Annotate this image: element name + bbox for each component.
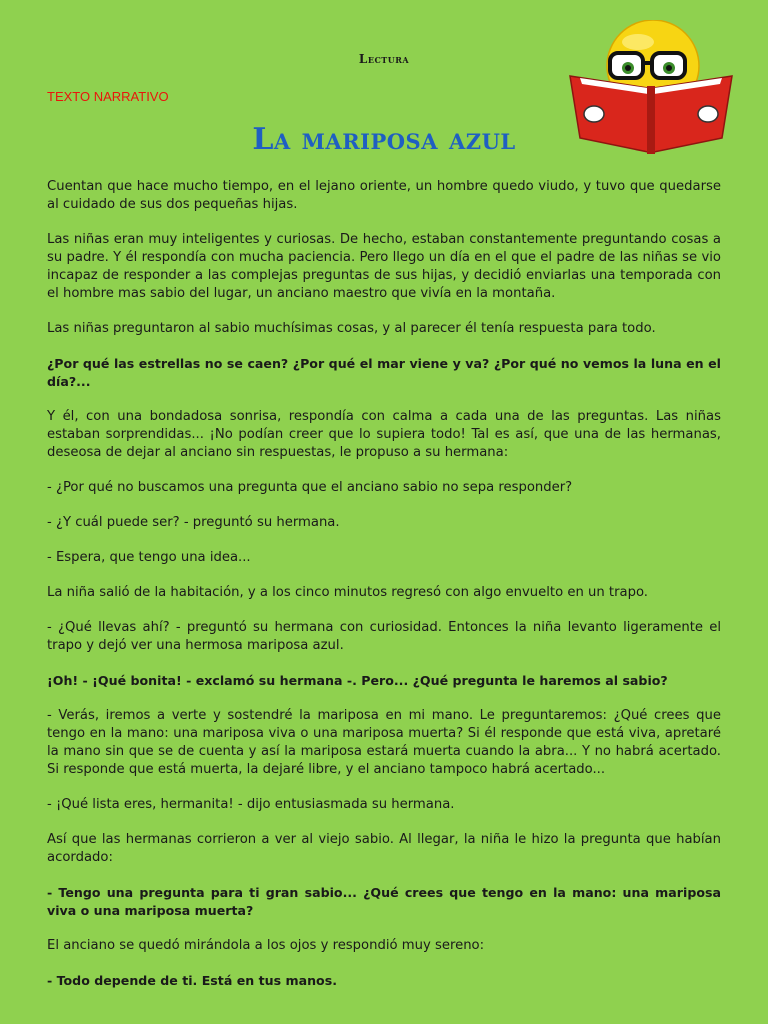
- paragraph-emphasis: - Todo depende de ti. Está en tus manos.: [47, 973, 337, 988]
- story-title: La mariposa azul: [252, 122, 516, 157]
- paragraph: - Verás, iremos a verte y sostendré la mariposa en mi mano. Le preguntaremos: ¿Qué crees que tengo en la mano: una mariposa viva o una mariposa muerta? Si él responde que está viva, apretaré la mano sin que se de cuenta y así la mariposa estará muerta cuando la abra... Y no habrá acertado. Si responde que está muerta, la dejaré libre, y el anciano tampoco habrá acertado...: [47, 708, 721, 777]
- paragraph: El anciano se quedó mirándola a los ojos y respondió muy sereno:: [47, 938, 485, 953]
- paragraph: - ¿Por qué no buscamos una pregunta que el anciano sabio no sepa responder?: [47, 480, 573, 495]
- paragraph: - Espera, que tengo una idea...: [47, 550, 251, 565]
- paragraph-emphasis: ¡Oh! - ¡Qué bonita! - exclamó su hermana -. Pero... ¿Qué pregunta le haremos al sabio?: [47, 673, 668, 688]
- story-body: [47, 178, 721, 1007]
- paragraph: La niña salió de la habitación, y a los cinco minutos regresó con algo envuelto en un trapo.: [47, 585, 648, 600]
- paragraph: - ¿Qué llevas ahí? - preguntó su hermana con curiosidad. Entonces la niña levanto ligeramente el trapo y dejó ver una hermosa mariposa azul.: [47, 620, 721, 653]
- section-label: Lectura: [358, 52, 410, 66]
- paragraph: Las niñas eran muy inteligentes y curiosas. De hecho, estaban constantemente preguntando cosas a su padre. Y él respondía con mucha paciencia. Pero llego un día en el que el padre de las niñas se vio incapaz de responder a las complejas preguntas de sus hijas, y decidió enviarlas una temporada con el hombre mas sabio del lugar, un anciano maestro que vivía en la montaña.: [47, 232, 721, 301]
- paragraph: Y él, con una bondadosa sonrisa, respondía con calma a cada una de las preguntas. Las niñas estaban sorprendidas... ¡No podían creer que lo supiera todo! Tal es así, que una de las hermanas, deseosa de dejar al anciano sin respuestas, le propuso a su hermana:: [47, 409, 721, 460]
- reading-emoji-icon: [566, 20, 736, 156]
- paragraph-emphasis: - Tengo una pregunta para ti gran sabio... ¿Qué crees que tengo en la mano: una mariposa viva o una mariposa muerta?: [47, 885, 721, 918]
- paragraph-emphasis: ¿Por qué las estrellas no se caen? ¿Por qué el mar viene y va? ¿Por qué no vemos la luna en el día?...: [47, 356, 721, 389]
- paragraph: - ¿Y cuál puede ser? - preguntó su hermana.: [47, 515, 340, 530]
- paragraph: Las niñas preguntaron al sabio muchísimas cosas, y al parecer él tenía respuesta para todo.: [47, 321, 656, 336]
- paragraph: - ¡Qué lista eres, hermanita! - dijo entusiasmada su hermana.: [47, 797, 455, 812]
- paragraph: Así que las hermanas corrieron a ver al viejo sabio. Al llegar, la niña le hizo la pregunta que habían acordado:: [47, 832, 721, 865]
- paragraph: Cuentan que hace mucho tiempo, en el lejano oriente, un hombre quedo viudo, y tuvo que quedarse al cuidado de sus dos pequeñas hijas.: [47, 179, 721, 212]
- genre-label: TEXTO NARRATIVO: [47, 89, 169, 104]
